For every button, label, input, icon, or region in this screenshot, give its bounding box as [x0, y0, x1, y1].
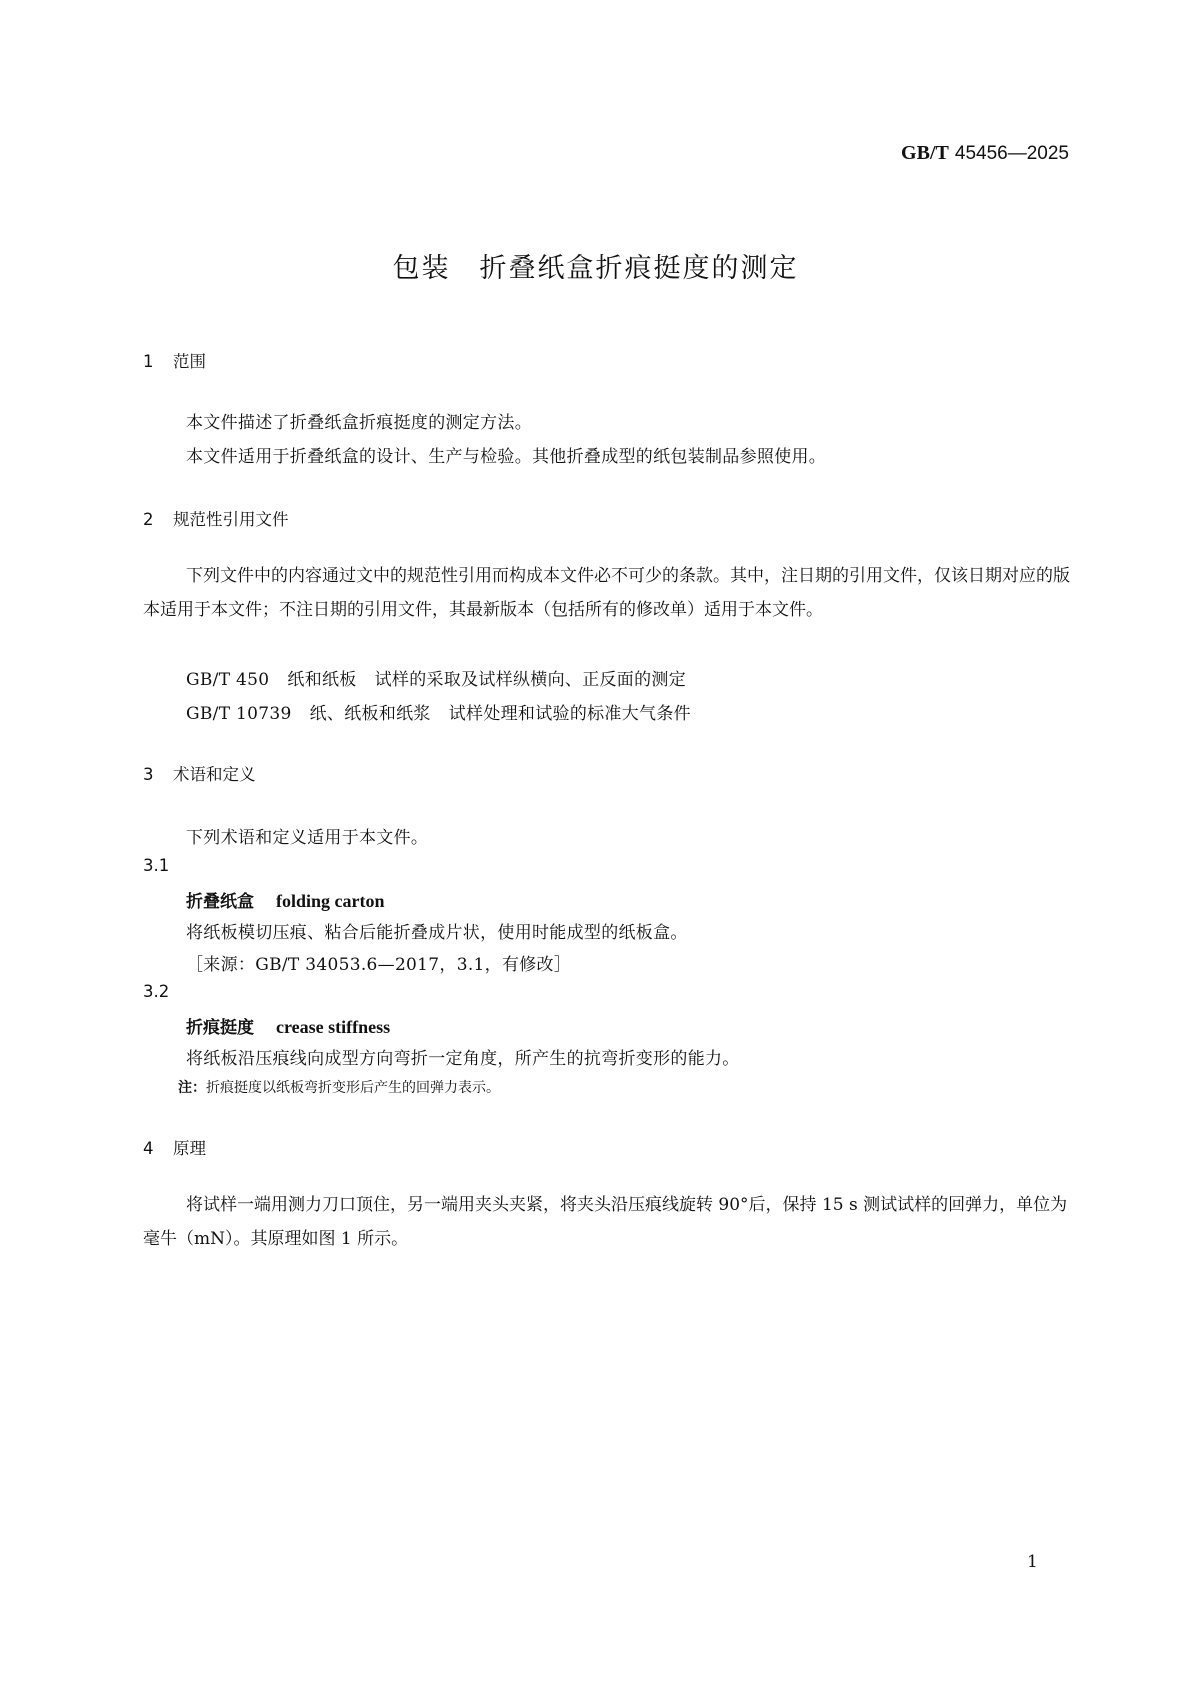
paragraph: 下列文件中的内容通过文中的规范性引用而构成本文件必不可少的条款。其中，注日期的引用文件，仅该日期对应的版本适用于本文件；不注日期的引用文件，其最新版本（包括所有的修改单）适用于本文件。: [143, 566, 1070, 620]
reference-subtitle: 试样的采取及试样纵横向、正反面的测定: [374, 670, 686, 690]
section-title: 原理: [173, 1139, 206, 1158]
section-title: 术语和定义: [173, 765, 256, 784]
reference-title: 纸和纸板: [287, 670, 357, 690]
reference-code: GB/T 450: [186, 670, 270, 690]
term-en: crease stiffness: [276, 1017, 391, 1037]
term-number: 3.1: [143, 856, 170, 875]
term-zh: 折痕挺度: [186, 1018, 254, 1038]
term-definition: 将纸板模切压痕、粘合后能折叠成片状，使用时能成型的纸板盒。: [186, 923, 688, 943]
section-number: 4: [143, 1139, 154, 1158]
term-note: [178, 1077, 500, 1097]
standard-prefix: GB/T: [901, 142, 949, 164]
standard-code: 45456—2025: [954, 143, 1069, 164]
paragraph: 本文件适用于折叠纸盒的设计、生产与检验。其他折叠成型的纸包装制品参照使用。: [186, 447, 827, 467]
section-number: 3: [143, 765, 154, 784]
term-number: 3.2: [143, 982, 170, 1001]
term-entry: [186, 887, 385, 912]
section-heading-1: [143, 348, 206, 372]
section-title: 规范性引用文件: [173, 510, 289, 529]
paragraph: 将试样一端用测力刀口顶住，另一端用夹头夹紧，将夹头沿压痕线旋转 90°后，保持 15 s 测试试样的回弹力，单位为毫牛（mN）。其原理如图 1 所示。: [143, 1195, 1068, 1249]
section-heading-3: [143, 761, 256, 785]
section-number: 2: [143, 510, 154, 529]
section-title: 范围: [173, 352, 206, 371]
document-title: 包装 折叠纸盒折痕挺度的测定: [392, 253, 799, 284]
paragraph: 下列术语和定义适用于本文件。: [186, 828, 429, 848]
term-entry: [186, 1013, 390, 1038]
term-en: folding carton: [276, 891, 385, 911]
section-number: 1: [143, 352, 154, 371]
term-definition: 将纸板沿压痕线向成型方向弯折一定角度，所产生的抗弯折变形的能力。: [186, 1049, 740, 1069]
reference-title: 纸、纸板和纸浆: [309, 704, 431, 724]
reference-item: [186, 699, 691, 724]
reference-subtitle: 试样处理和试验的标准大气条件: [448, 704, 691, 724]
term-zh: 折叠纸盒: [186, 892, 254, 912]
note-text: 折痕挺度以纸板弯折变形后产生的回弹力表示。: [206, 1080, 500, 1096]
reference-code: GB/T 10739: [186, 704, 292, 724]
section-heading-4: [143, 1135, 206, 1159]
reference-item: [186, 665, 686, 690]
note-label: 注：: [178, 1080, 206, 1096]
standard-number: [901, 142, 1069, 165]
section-heading-2: [143, 506, 289, 530]
term-source: ［来源：GB/T 34053.6—2017，3.1，有修改］: [186, 955, 572, 975]
paragraph: 本文件描述了折叠纸盒折痕挺度的测定方法。: [186, 413, 532, 433]
page-number: 1: [1027, 1552, 1038, 1572]
